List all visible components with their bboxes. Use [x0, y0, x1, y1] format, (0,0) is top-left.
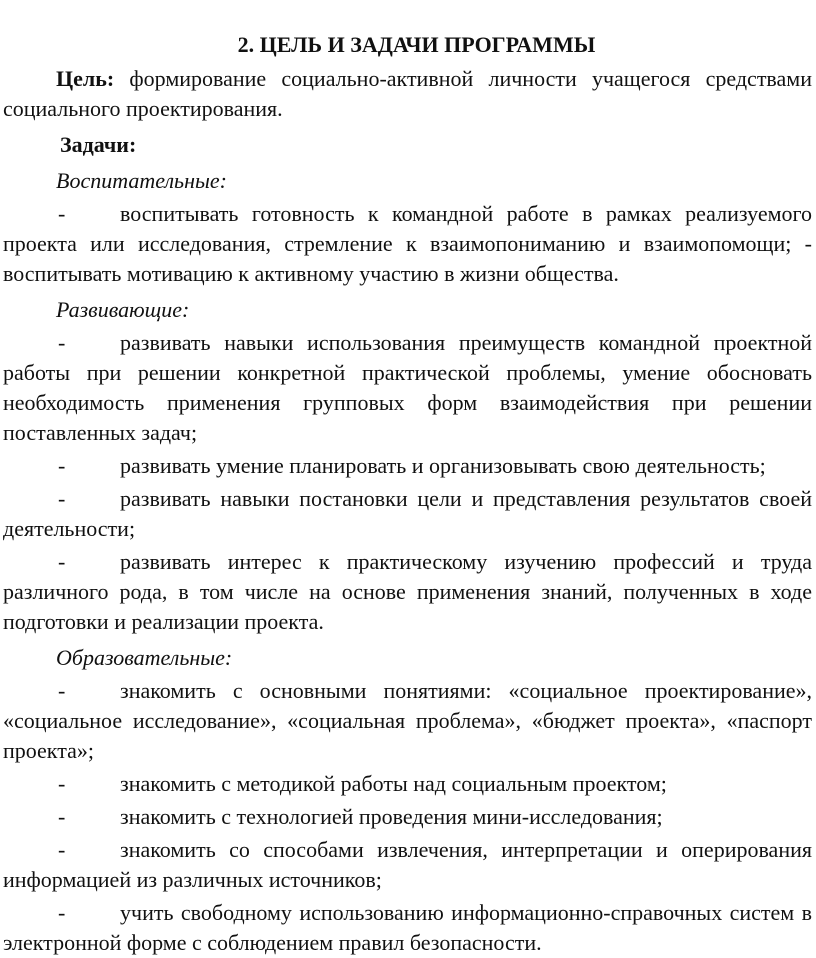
dash-marker: - — [58, 486, 66, 511]
dash-marker: - — [58, 549, 66, 574]
list-item-text: развивать интерес к практическому изучению профессий и труда различного рода, в том числе на основе применения знаний, полученных в ходе подготовки и реализации проекта. — [3, 549, 812, 634]
dash-marker: - — [58, 453, 66, 478]
page-title: 2. ЦЕЛЬ И ЗАДАЧИ ПРОГРАММЫ — [237, 32, 596, 57]
list-item — [3, 835, 812, 895]
list-item — [3, 547, 812, 637]
list-item — [3, 802, 812, 832]
goal-label: Цель: — [56, 66, 115, 91]
list-item-text: знакомить со способами извлечения, интерпретации и оперирования информацией из различных источников; — [3, 837, 812, 892]
dash-marker: - — [58, 771, 66, 796]
list-item-text: воспитывать готовность к командной работе в рамках реализуемого проекта или исследования, стремление к взаимопониманию и взаимопомощи; - воспитывать мотивацию к активному участию в жизни общества. — [3, 201, 812, 286]
goal-paragraph — [3, 64, 812, 124]
dash-marker: - — [58, 900, 66, 925]
list-item — [3, 898, 812, 958]
section-heading-developing: Развивающие: — [56, 297, 190, 322]
goal-text: формирование социально-активной личности учащегося средствами социального проектирования. — [3, 66, 812, 121]
list-item — [3, 199, 812, 289]
list-item — [3, 328, 812, 448]
list-item-text: знакомить с методикой работы над социальным проектом; — [120, 771, 667, 796]
dash-marker: - — [58, 330, 66, 355]
list-item-text: учить свободному использованию информационно-справочных систем в электронной форме с соблюдением правил безопасности. — [3, 900, 812, 955]
dash-marker: - — [58, 678, 66, 703]
list-item — [3, 451, 812, 481]
list-item-text: знакомить с основными понятиями: «социальное проектирование», «социальное исследование», «социальная проблема», «бюджет проекта», «паспорт проекта»; — [3, 678, 812, 763]
list-item-text: развивать навыки постановки цели и представления результатов своей деятельности; — [3, 486, 812, 541]
list-item-text: развивать умение планировать и организовывать свою деятельность; — [120, 453, 766, 478]
section-heading-educational: Воспитательные: — [56, 168, 227, 193]
dash-marker: - — [58, 804, 66, 829]
dash-marker: - — [58, 837, 66, 862]
list-item-text: развивать навыки использования преимуществ командной проектной работы при решении конкретной практической проблемы, умение обосновать необходимость применения групповых форм взаимодействия при решении поставленных задач; — [3, 330, 812, 445]
list-item — [3, 484, 812, 544]
dash-marker: - — [58, 201, 66, 226]
list-item — [3, 676, 812, 766]
list-item — [3, 769, 812, 799]
tasks-label: Задачи: — [60, 132, 137, 157]
section-heading-learning: Образовательные: — [56, 645, 233, 670]
list-item-text: знакомить с технологией проведения мини-исследования; — [120, 804, 663, 829]
